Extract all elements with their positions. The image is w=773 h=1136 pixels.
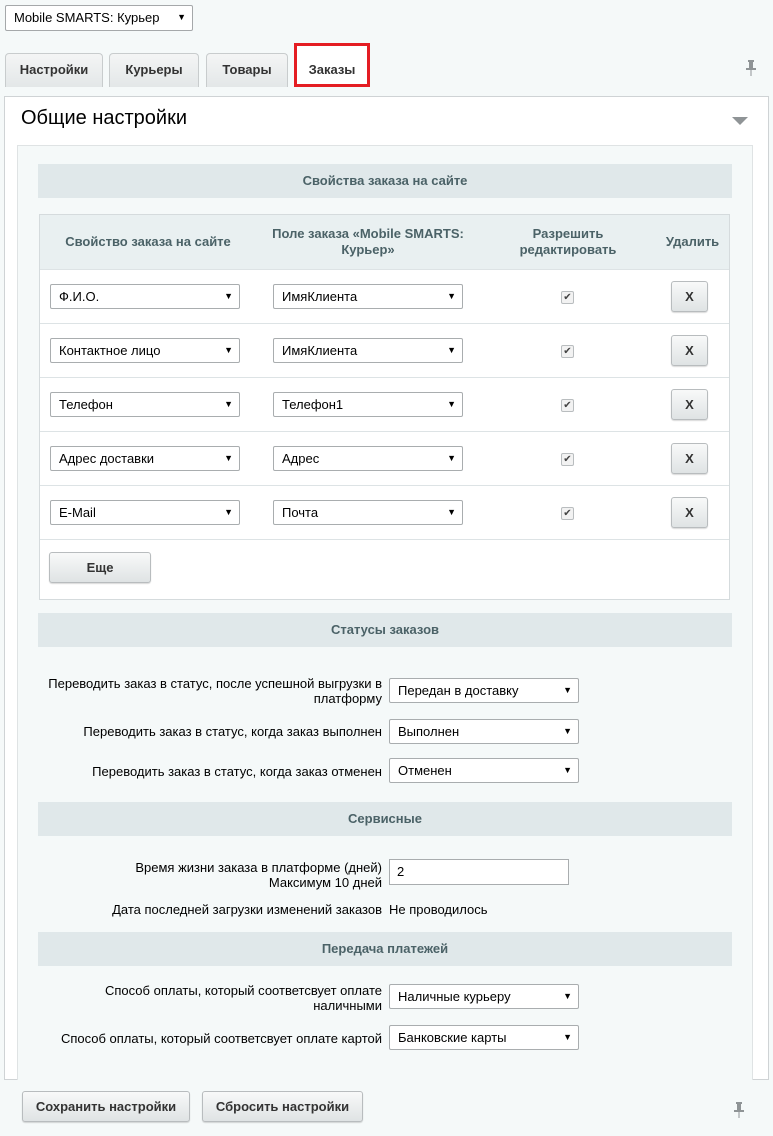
dropdown-arrow-icon: ▼ (447, 507, 456, 517)
delete-row-button[interactable]: X (671, 443, 708, 474)
site-prop-select[interactable]: E-Mail ▼ (50, 500, 240, 525)
cash-payment-label: Способ оплаты, который соответсвует оплате наличными (105, 983, 382, 1013)
checkmark-icon: ✔ (563, 508, 572, 519)
dropdown-arrow-icon: ▼ (224, 399, 233, 409)
table-footer-row (40, 539, 729, 599)
settings-panel (4, 96, 769, 1080)
save-settings-button[interactable]: Сохранить настройки (22, 1091, 190, 1122)
site-prop-select[interactable]: Ф.И.О. ▼ (50, 284, 240, 309)
table-row (40, 377, 729, 431)
dropdown-arrow-icon: ▼ (224, 453, 233, 463)
status-uploaded-select[interactable]: Передан в доставку ▼ (389, 678, 579, 703)
order-props-table (39, 214, 730, 600)
table-row (40, 431, 729, 485)
dropdown-arrow-icon: ▼ (447, 291, 456, 301)
delete-row-button[interactable]: X (671, 497, 708, 528)
add-more-button[interactable]: Еще (49, 552, 151, 583)
dropdown-arrow-icon: ▼ (563, 1032, 572, 1042)
order-field-select[interactable]: ИмяКлиента ▼ (273, 284, 463, 309)
dropdown-arrow-icon: ▼ (447, 345, 456, 355)
checkmark-icon: ✔ (563, 454, 572, 465)
dropdown-arrow-icon: ▼ (563, 991, 572, 1001)
section-header-service: Сервисные (38, 802, 732, 836)
tab-settings[interactable]: Настройки (5, 53, 103, 87)
section-header-payments: Передача платежей (38, 932, 732, 966)
delete-row-button[interactable]: X (671, 389, 708, 420)
order-field-select[interactable]: Почта ▼ (273, 500, 463, 525)
delete-row-button[interactable]: X (671, 335, 708, 366)
dropdown-arrow-icon: ▼ (447, 399, 456, 409)
last-load-value: Не проводилось (389, 902, 488, 917)
col-header-field: Поле заказа «Mobile SMARTS: Курьер» (256, 215, 480, 269)
editable-checkbox[interactable] (561, 291, 574, 304)
status-uploaded-label: Переводить заказ в статус, после успешной выгрузки в платформу (48, 676, 382, 706)
dropdown-arrow-icon: ▼ (224, 291, 233, 301)
lifetime-input[interactable]: 2 (389, 859, 569, 885)
dropdown-arrow-icon: ▼ (224, 345, 233, 355)
status-cancel-label: Переводить заказ в статус, когда заказ отменен (92, 764, 382, 779)
card-payment-label: Способ оплаты, который соответсвует оплате картой (60, 1031, 382, 1046)
order-field-select[interactable]: ИмяКлиента ▼ (273, 338, 463, 363)
card-payment-select[interactable]: Банковские карты ▼ (389, 1025, 579, 1050)
col-header-site-prop: Свойство заказа на сайте (40, 215, 256, 269)
reset-settings-button[interactable]: Сбросить настройки (202, 1091, 363, 1122)
panel-title: Общие настройки (21, 107, 187, 129)
dropdown-arrow-icon: ▼ (563, 726, 572, 736)
col-header-editable: Разрешить редактировать (480, 215, 656, 269)
tab-couriers[interactable]: Курьеры (109, 53, 199, 87)
editable-checkbox[interactable] (561, 453, 574, 466)
checkmark-icon: ✔ (563, 400, 572, 411)
settings-content (17, 145, 753, 1080)
checkmark-icon: ✔ (563, 346, 572, 357)
site-prop-select[interactable]: Телефон ▼ (50, 392, 240, 417)
dropdown-arrow-icon: ▼ (224, 507, 233, 517)
pin-icon[interactable] (734, 1102, 744, 1118)
status-done-select[interactable]: Выполнен ▼ (389, 719, 579, 744)
last-load-label: Дата последней загрузки изменений заказов (112, 902, 382, 917)
table-row (40, 323, 729, 377)
delete-row-button[interactable]: X (671, 281, 708, 312)
section-header-order-props: Свойства заказа на сайте (38, 164, 732, 198)
checkmark-icon: ✔ (563, 292, 572, 303)
section-header-statuses: Статусы заказов (38, 613, 732, 647)
chevron-down-icon[interactable] (732, 117, 748, 125)
pin-icon[interactable] (746, 60, 756, 76)
col-header-delete: Удалить (656, 215, 729, 269)
editable-checkbox[interactable] (561, 507, 574, 520)
cash-payment-select[interactable]: Наличные курьеру ▼ (389, 984, 579, 1009)
dropdown-arrow-icon: ▼ (177, 12, 186, 22)
order-field-select[interactable]: Телефон1 ▼ (273, 392, 463, 417)
site-select-value: Mobile SMARTS: Курьер (14, 10, 160, 25)
lifetime-label: Время жизни заказа в платформе (дней) Максимум 10 дней (135, 860, 382, 890)
tab-goods[interactable]: Товары (206, 53, 288, 87)
status-cancel-select[interactable]: Отменен ▼ (389, 758, 579, 783)
site-prop-select[interactable]: Контактное лицо ▼ (50, 338, 240, 363)
site-prop-select[interactable]: Адрес доставки ▼ (50, 446, 240, 471)
editable-checkbox[interactable] (561, 345, 574, 358)
editable-checkbox[interactable] (561, 399, 574, 412)
status-done-label: Переводить заказ в статус, когда заказ выполнен (83, 724, 382, 739)
table-row (40, 269, 729, 323)
tab-orders[interactable]: Заказы (294, 43, 370, 87)
dropdown-arrow-icon: ▼ (447, 453, 456, 463)
dropdown-arrow-icon: ▼ (563, 765, 572, 775)
dropdown-arrow-icon: ▼ (563, 685, 572, 695)
site-select[interactable] (5, 5, 193, 31)
order-field-select[interactable]: Адрес ▼ (273, 446, 463, 471)
table-row (40, 485, 729, 539)
